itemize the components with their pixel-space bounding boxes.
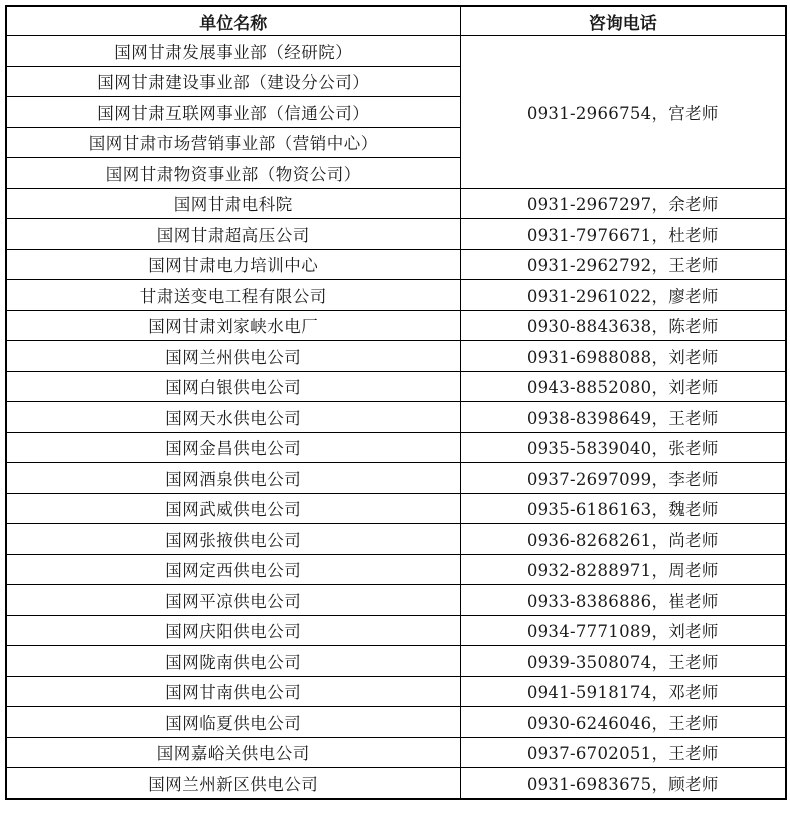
phone-cell: 0935-5839040，张老师 bbox=[460, 432, 786, 463]
contact-table bbox=[5, 5, 787, 800]
unit-name-cell: 国网甘肃建设事业部（建设分公司） bbox=[6, 66, 460, 97]
phone-cell: 0934-7771089，刘老师 bbox=[460, 615, 786, 646]
phone-cell: 0933-8386886，崔老师 bbox=[460, 585, 786, 616]
phone-cell: 0930-8843638，陈老师 bbox=[460, 310, 786, 341]
table-row bbox=[6, 615, 786, 646]
unit-name-cell: 国网甘肃市场营销事业部（营销中心） bbox=[6, 127, 460, 158]
table-row bbox=[6, 585, 786, 616]
unit-name-cell: 国网甘肃电力培训中心 bbox=[6, 249, 460, 280]
phone-cell: 0931-2962792，王老师 bbox=[460, 249, 786, 280]
table-row bbox=[6, 707, 786, 738]
unit-name-cell: 国网兰州供电公司 bbox=[6, 341, 460, 372]
unit-name-cell: 国网陇南供电公司 bbox=[6, 646, 460, 677]
table-row bbox=[6, 310, 786, 341]
unit-name-cell: 甘肃送变电工程有限公司 bbox=[6, 280, 460, 311]
table-row bbox=[6, 188, 786, 219]
unit-name-cell: 国网甘肃发展事业部（经研院） bbox=[6, 36, 460, 67]
unit-name-cell: 国网甘肃超高压公司 bbox=[6, 219, 460, 250]
unit-name-cell: 国网金昌供电公司 bbox=[6, 432, 460, 463]
phone-cell: 0937-2697099，李老师 bbox=[460, 463, 786, 494]
phone-cell: 0930-6246046，王老师 bbox=[460, 707, 786, 738]
header-phone: 咨询电话 bbox=[460, 6, 786, 36]
table-row bbox=[6, 432, 786, 463]
phone-cell: 0931-7976671，杜老师 bbox=[460, 219, 786, 250]
unit-name-cell: 国网甘肃刘家峡水电厂 bbox=[6, 310, 460, 341]
unit-name-cell: 国网天水供电公司 bbox=[6, 402, 460, 433]
unit-name-cell: 国网平凉供电公司 bbox=[6, 585, 460, 616]
unit-name-cell: 国网临夏供电公司 bbox=[6, 707, 460, 738]
unit-name-cell: 国网武威供电公司 bbox=[6, 493, 460, 524]
unit-name-cell: 国网甘南供电公司 bbox=[6, 676, 460, 707]
phone-cell: 0943-8852080，刘老师 bbox=[460, 371, 786, 402]
merged-phone-cell: 0931-2966754，宫老师 bbox=[460, 36, 786, 189]
unit-name-cell: 国网甘肃互联网事业部（信通公司） bbox=[6, 97, 460, 128]
table-row bbox=[6, 341, 786, 372]
unit-name-cell: 国网嘉峪关供电公司 bbox=[6, 737, 460, 768]
unit-name-cell: 国网酒泉供电公司 bbox=[6, 463, 460, 494]
table-row bbox=[6, 768, 786, 799]
phone-cell: 0941-5918174，邓老师 bbox=[460, 676, 786, 707]
unit-name-cell: 国网甘肃物资事业部（物资公司） bbox=[6, 158, 460, 189]
phone-cell: 0936-8268261，尚老师 bbox=[460, 524, 786, 555]
phone-cell: 0937-6702051，王老师 bbox=[460, 737, 786, 768]
phone-cell: 0931-6988088，刘老师 bbox=[460, 341, 786, 372]
table-row bbox=[6, 737, 786, 768]
phone-cell: 0931-2967297，余老师 bbox=[460, 188, 786, 219]
header-unit-name: 单位名称 bbox=[6, 6, 460, 36]
table-row bbox=[6, 554, 786, 585]
phone-cell: 0935-6186163，魏老师 bbox=[460, 493, 786, 524]
phone-cell: 0932-8288971，周老师 bbox=[460, 554, 786, 585]
table-row bbox=[6, 493, 786, 524]
table-row bbox=[6, 280, 786, 311]
table-row bbox=[6, 249, 786, 280]
table-row bbox=[6, 36, 786, 67]
unit-name-cell: 国网定西供电公司 bbox=[6, 554, 460, 585]
table-row bbox=[6, 463, 786, 494]
table-row bbox=[6, 402, 786, 433]
table-row bbox=[6, 524, 786, 555]
phone-cell: 0931-6983675，顾老师 bbox=[460, 768, 786, 799]
unit-name-cell: 国网甘肃电科院 bbox=[6, 188, 460, 219]
table-row bbox=[6, 219, 786, 250]
unit-name-cell: 国网张掖供电公司 bbox=[6, 524, 460, 555]
phone-cell: 0938-8398649，王老师 bbox=[460, 402, 786, 433]
table-row bbox=[6, 646, 786, 677]
table-row bbox=[6, 371, 786, 402]
unit-name-cell: 国网庆阳供电公司 bbox=[6, 615, 460, 646]
phone-cell: 0931-2961022，廖老师 bbox=[460, 280, 786, 311]
header-row bbox=[6, 6, 786, 36]
unit-name-cell: 国网白银供电公司 bbox=[6, 371, 460, 402]
table-row bbox=[6, 676, 786, 707]
phone-cell: 0939-3508074，王老师 bbox=[460, 646, 786, 677]
unit-name-cell: 国网兰州新区供电公司 bbox=[6, 768, 460, 799]
